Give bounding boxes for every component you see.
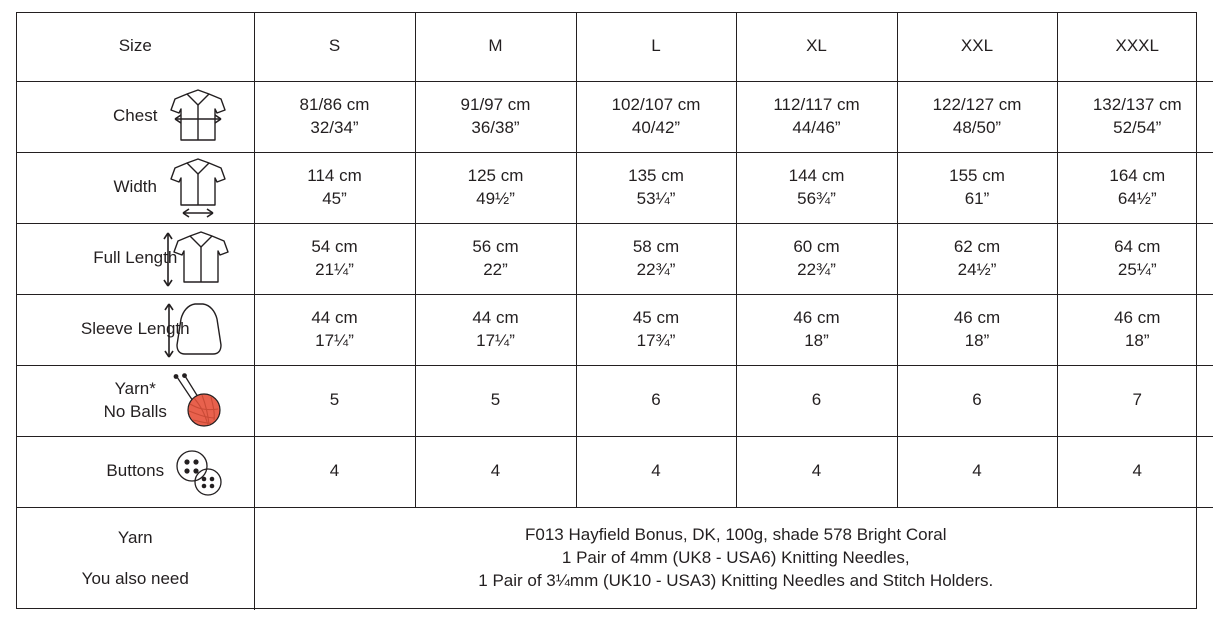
cell-chest-l bbox=[576, 81, 736, 152]
cell-chest-xxl bbox=[897, 81, 1057, 152]
cell-full-length-xxl bbox=[897, 223, 1057, 294]
value-metric: 62 cm bbox=[953, 236, 1001, 256]
cell-width-s bbox=[254, 152, 415, 223]
value-metric: 54 cm bbox=[311, 236, 358, 256]
cell-buttons-xl: 4 bbox=[736, 436, 897, 507]
value-imperial: 21¼” bbox=[315, 259, 354, 279]
cell-width-xl bbox=[736, 152, 897, 223]
value-imperial: 25¼” bbox=[1117, 259, 1157, 279]
cell-buttons-s: 4 bbox=[254, 436, 415, 507]
table-row-footer bbox=[17, 507, 1213, 610]
cell-sleeve-length-l bbox=[576, 294, 736, 365]
cell-buttons-xxl: 4 bbox=[897, 436, 1057, 507]
footer-text-cell bbox=[254, 507, 1213, 610]
size-chart-sheet bbox=[16, 12, 1197, 609]
header-size-s: S bbox=[254, 13, 415, 81]
cell-sleeve-length-xxxl bbox=[1057, 294, 1213, 365]
cell-chest-m bbox=[415, 81, 576, 152]
sleeve-icon bbox=[150, 295, 246, 365]
cell-full-length-s bbox=[254, 223, 415, 294]
value-metric: 46 cm bbox=[1114, 307, 1161, 327]
value-imperial: 17¼” bbox=[315, 330, 354, 350]
value-metric: 45 cm bbox=[632, 307, 680, 327]
row-label-chest-cell bbox=[17, 81, 254, 152]
cell-buttons-xxxl: 4 bbox=[1057, 436, 1213, 507]
table-row-full-length bbox=[17, 223, 1213, 294]
table-row-sleeve-length bbox=[17, 294, 1213, 365]
row-label-sleeve-length: Sleeve Length bbox=[80, 319, 190, 339]
cell-yarn-balls-m: 5 bbox=[415, 365, 576, 436]
cell-width-xxxl bbox=[1057, 152, 1213, 223]
value-metric: 60 cm bbox=[793, 236, 840, 256]
row-label-full-length: Full Length bbox=[93, 248, 178, 268]
footer-labels-cell bbox=[17, 507, 254, 610]
value-imperial: 18” bbox=[964, 330, 990, 350]
table-header-row bbox=[17, 13, 1213, 81]
value-metric: 114 cm bbox=[307, 165, 362, 185]
value-imperial: 18” bbox=[804, 330, 829, 350]
row-label-full-length-cell bbox=[17, 223, 254, 294]
cell-sleeve-length-m bbox=[415, 294, 576, 365]
header-size-m: M bbox=[415, 13, 576, 81]
cell-yarn-balls-xl: 6 bbox=[736, 365, 897, 436]
footer-line-needles-1: 1 Pair of 4mm (UK8 - USA6) Knitting Needles, bbox=[561, 548, 910, 568]
value-metric: 44 cm bbox=[472, 307, 519, 327]
footer-line-yarn: F013 Hayfield Bonus, DK, 100g, shade 578 Bright Coral bbox=[525, 525, 947, 545]
row-label-sleeve-length-cell bbox=[17, 294, 254, 365]
cell-width-xxl bbox=[897, 152, 1057, 223]
header-size-l: L bbox=[576, 13, 736, 81]
cell-buttons-l: 4 bbox=[576, 436, 736, 507]
value-metric: 81/86 cm bbox=[299, 94, 370, 114]
cell-chest-xl bbox=[736, 81, 897, 152]
header-size-xxxl: XXXL bbox=[1057, 13, 1213, 81]
cardigan-chest-icon bbox=[150, 82, 246, 152]
value-imperial: 22¾” bbox=[636, 259, 676, 279]
row-label-no-balls: No Balls bbox=[103, 401, 167, 421]
value-imperial: 48/50” bbox=[952, 117, 1002, 137]
buttons-icon bbox=[150, 437, 246, 507]
value-imperial: 49½” bbox=[476, 188, 515, 208]
row-label-buttons: Buttons bbox=[106, 461, 165, 481]
cell-yarn-balls-xxl: 6 bbox=[897, 365, 1057, 436]
table-row-buttons bbox=[17, 436, 1213, 507]
footer-line-needles-2: 1 Pair of 3¼mm (UK10 - USA3) Knitting Needles and Stitch Holders. bbox=[478, 571, 994, 591]
table-row-chest bbox=[17, 81, 1213, 152]
cell-yarn-balls-l: 6 bbox=[576, 365, 736, 436]
value-imperial: 17¼” bbox=[476, 330, 515, 350]
row-label-yarn-balls-cell bbox=[17, 365, 254, 436]
table-row-yarn-balls bbox=[17, 365, 1213, 436]
row-label-buttons-cell bbox=[17, 436, 254, 507]
value-metric: 144 cm bbox=[788, 165, 845, 185]
value-metric: 155 cm bbox=[949, 165, 1005, 185]
cardigan-width-icon bbox=[150, 153, 246, 223]
value-imperial: 61” bbox=[964, 188, 990, 208]
value-imperial: 40/42” bbox=[631, 117, 681, 137]
cell-full-length-m bbox=[415, 223, 576, 294]
value-imperial: 17¾” bbox=[636, 330, 676, 350]
value-metric: 102/107 cm bbox=[611, 94, 701, 114]
header-size-xxl: XXL bbox=[897, 13, 1057, 81]
cell-buttons-m: 4 bbox=[415, 436, 576, 507]
header-size-cell bbox=[17, 13, 254, 81]
size-chart-table bbox=[17, 13, 1213, 610]
value-metric: 122/127 cm bbox=[932, 94, 1022, 114]
cell-chest-xxxl bbox=[1057, 81, 1213, 152]
value-imperial: 22¾” bbox=[797, 259, 836, 279]
value-metric: 164 cm bbox=[1109, 165, 1166, 185]
header-size-label: Size bbox=[118, 36, 152, 56]
cell-chest-s bbox=[254, 81, 415, 152]
table-row-width bbox=[17, 152, 1213, 223]
value-metric: 112/117 cm bbox=[773, 94, 860, 114]
cell-sleeve-length-xl bbox=[736, 294, 897, 365]
cell-sleeve-length-s bbox=[254, 294, 415, 365]
cell-width-m bbox=[415, 152, 576, 223]
cell-full-length-xxxl bbox=[1057, 223, 1213, 294]
row-label-yarn: Yarn* bbox=[114, 378, 156, 398]
row-label-chest: Chest bbox=[113, 106, 158, 126]
header-size-xl: XL bbox=[736, 13, 897, 81]
value-metric: 132/137 cm bbox=[1092, 94, 1182, 114]
value-imperial: 52/54” bbox=[1113, 117, 1162, 137]
cell-full-length-l bbox=[576, 223, 736, 294]
cell-sleeve-length-xxl bbox=[897, 294, 1057, 365]
value-metric: 58 cm bbox=[632, 236, 680, 256]
row-label-width: Width bbox=[113, 177, 157, 197]
value-metric: 125 cm bbox=[467, 165, 524, 185]
value-imperial: 22” bbox=[483, 259, 508, 279]
value-imperial: 45” bbox=[322, 188, 347, 208]
value-metric: 46 cm bbox=[793, 307, 840, 327]
value-imperial: 18” bbox=[1124, 330, 1150, 350]
value-imperial: 64½” bbox=[1117, 188, 1157, 208]
yarn-ball-icon bbox=[150, 366, 246, 436]
cardigan-length-icon bbox=[150, 224, 246, 294]
value-metric: 56 cm bbox=[472, 236, 519, 256]
value-imperial: 24½” bbox=[957, 259, 997, 279]
value-metric: 91/97 cm bbox=[460, 94, 531, 114]
value-imperial: 56¾” bbox=[797, 188, 836, 208]
cell-yarn-balls-s: 5 bbox=[254, 365, 415, 436]
value-imperial: 32/34” bbox=[310, 117, 359, 137]
value-metric: 46 cm bbox=[953, 307, 1001, 327]
value-metric: 135 cm bbox=[628, 165, 684, 185]
cell-full-length-xl bbox=[736, 223, 897, 294]
value-imperial: 44/46” bbox=[792, 117, 841, 137]
footer-yarn-label: Yarn bbox=[117, 527, 153, 547]
cell-width-l bbox=[576, 152, 736, 223]
value-metric: 44 cm bbox=[311, 307, 358, 327]
row-label-width-cell bbox=[17, 152, 254, 223]
value-metric: 64 cm bbox=[1114, 236, 1161, 256]
cell-yarn-balls-xxxl: 7 bbox=[1057, 365, 1213, 436]
value-imperial: 53¼” bbox=[636, 188, 676, 208]
value-imperial: 36/38” bbox=[471, 117, 520, 137]
footer-also-need-label: You also need bbox=[81, 568, 189, 588]
